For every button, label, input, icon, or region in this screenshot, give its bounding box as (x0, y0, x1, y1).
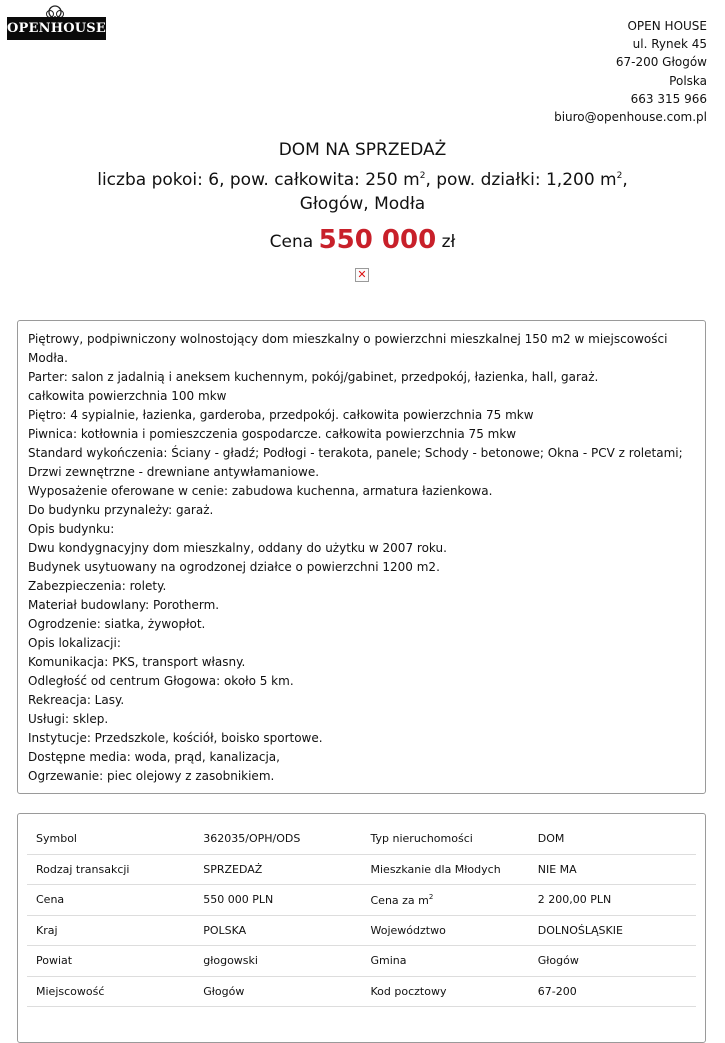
cell-text: NIE MA (537, 862, 577, 876)
detail-label (362, 985, 529, 998)
cell-text: Symbol (36, 832, 77, 846)
description-line: Opis budynku: (28, 522, 115, 536)
description-box (17, 320, 706, 794)
cell-text: Głogów (203, 984, 245, 998)
cell-text: 2 200,00 PLN (537, 893, 612, 907)
table-row (27, 885, 696, 916)
listing-location: Głogów, Modła (299, 194, 426, 214)
cell-text: 362035/OPH/ODS (203, 832, 301, 846)
country: Polska (669, 73, 707, 88)
description-line: Odległość od centrum Głogowa: około 5 km. (28, 674, 294, 688)
detail-value (194, 893, 361, 906)
detail-label (27, 985, 194, 998)
street-address: ul. Rynek 45 (632, 37, 707, 52)
cell-text: Kraj (36, 923, 58, 937)
cell-text: Cena (36, 893, 65, 907)
price-currency: zł (441, 232, 456, 252)
cell-text: Województwo (370, 923, 446, 937)
broken-image-icon: ✕ (355, 268, 369, 282)
description-line: Dostępne media: woda, prąd, kanalizacja, (28, 750, 280, 764)
table-row (27, 946, 696, 977)
company-logo (7, 5, 106, 40)
description-line: Dwu kondygnacyjny dom mieszkalny, oddany do użytku w 2007 roku. (28, 541, 447, 555)
logo-wordmark: OPENHOUSE (7, 17, 106, 40)
table-row (27, 977, 696, 1008)
detail-value (529, 893, 696, 906)
area-label: liczba pokoi: 6, pow. całkowita: 250 m (97, 170, 420, 190)
cell-text: 550 000 PLN (203, 893, 274, 907)
city-address: 67-200 Głogów (615, 55, 707, 70)
detail-value (194, 954, 361, 967)
details-table (17, 813, 706, 1043)
description-line: Wyposażenie oferowane w cenie: zabudowa kuchenna, armatura łazienkowa. (28, 484, 493, 498)
plot-superscript: 2 (616, 171, 623, 181)
description-line: Piwnica: kotłownia i pomieszczenia gospodarcze. całkowita powierzchnia 75 mkw (28, 427, 517, 441)
phone-number: 663 315 966 (630, 91, 707, 106)
cell-text: Gmina (370, 954, 407, 968)
email-address: biuro@openhouse.com.pl (554, 110, 707, 125)
detail-value (529, 985, 696, 998)
description-line: Budynek usytuowany na ogrodzonej działce o powierzchni 1200 m2. (28, 560, 440, 574)
detail-value (529, 924, 696, 937)
description-line: Instytucje: Przedszkole, kościół, boisko sportowe. (28, 731, 323, 745)
description-line: Ogrodzenie: siatka, żywopłot. (28, 617, 206, 631)
description-line: Zabezpieczenia: rolety. (28, 579, 167, 593)
detail-label (27, 924, 194, 937)
detail-label (27, 863, 194, 876)
cell-text: Cena za m (370, 893, 429, 907)
table-row (27, 855, 696, 886)
detail-value (194, 924, 361, 937)
description-line: Piętro: 4 sypialnie, łazienka, garderoba, przedpokój. całkowita powierzchnia 75 mkw (28, 408, 534, 422)
description-line: Komunikacja: PKS, transport własny. (28, 655, 246, 669)
cell-text: 67-200 (537, 984, 577, 998)
company-name: OPEN HOUSE (627, 19, 707, 33)
plot-label: , pow. działki: 1,200 m (425, 170, 617, 190)
listing-price (0, 225, 725, 257)
description-line: Do budynku przynależy: garaż. (28, 503, 214, 517)
area-superscript: 2 (419, 171, 426, 181)
detail-label (27, 954, 194, 967)
price-prefix: Cena (269, 232, 314, 252)
cell-text: DOLNOŚLĄSKIE (537, 923, 623, 937)
cell-text: Miejscowość (36, 984, 105, 998)
description-line: Usługi: sklep. (28, 712, 109, 726)
description-line: Rekreacja: Lasy. (28, 693, 125, 707)
description-line: Parter: salon z jadalnią i aneksem kuchennym, pokój/gabinet, przedpokój, łazienka, hall, garaż. (28, 370, 599, 384)
detail-label (27, 893, 194, 906)
detail-value (194, 863, 361, 876)
detail-label (362, 893, 529, 907)
cell-text: Powiat (36, 954, 73, 968)
listing-heading: DOM NA SPRZEDAŻ (278, 140, 447, 160)
listing-header (0, 138, 725, 257)
price-amount: 550 000 (318, 225, 437, 255)
description-line: całkowita powierzchnia 100 mkw (28, 389, 227, 403)
contact-block (554, 17, 707, 126)
cell-text: Głogów (537, 954, 579, 968)
detail-value (194, 832, 361, 845)
detail-value (194, 985, 361, 998)
detail-value (529, 954, 696, 967)
listing-summary (0, 164, 725, 192)
table-row (27, 824, 696, 855)
detail-label (362, 954, 529, 967)
cell-text: Rodzaj transakcji (36, 862, 130, 876)
description-line: Materiał budowlany: Porotherm. (28, 598, 220, 612)
cell-text: Typ nieruchomości (370, 832, 473, 846)
description-line: Piętrowy, podpiwniczony wolnostojący dom mieszkalny o powierzchni mieszkalnej 150 m2 w miejscowości Modła. (28, 332, 668, 365)
table-row (27, 916, 696, 947)
cell-text: POLSKA (203, 923, 247, 937)
cell-text: Kod pocztowy (370, 984, 447, 998)
unit-superscript: 2 (428, 892, 434, 901)
detail-label (362, 924, 529, 937)
cell-text: głogowski (203, 954, 258, 968)
cell-text: SPRZEDAŻ (203, 862, 263, 876)
cell-text: Mieszkanie dla Młodych (370, 862, 501, 876)
detail-value (529, 863, 696, 876)
trailing-comma: , (622, 170, 628, 190)
description-line: Ogrzewanie: piec olejowy z zasobnikiem. (28, 769, 275, 783)
description-line: Standard wykończenia: Ściany - gładź; Podłogi - terakota, panele; Schody - betonowe; Okna - PCV z roletami; Drzwi zewnętrzne - drewniane antywłamaniowe. (28, 446, 683, 479)
cell-text: DOM (537, 832, 565, 846)
detail-label (362, 863, 529, 876)
detail-label (27, 832, 194, 845)
detail-value (529, 832, 696, 845)
description-line: Opis lokalizacji: (28, 636, 121, 650)
detail-label (362, 832, 529, 845)
